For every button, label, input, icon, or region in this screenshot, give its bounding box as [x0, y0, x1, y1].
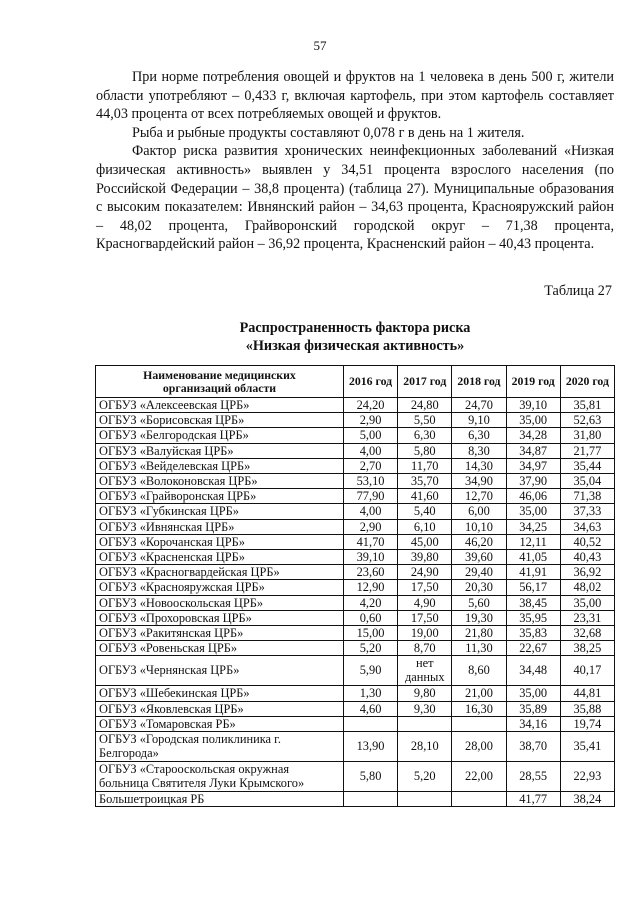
- table-row: [96, 610, 615, 625]
- paragraph: При норме потребления овощей и фруктов на 1 человека в день 500 г, жители области употребляют – 0,433 г, включая картофель, при этом картофель составляет 44,03 процента от всех потребляемых овощей и фруктов.: [96, 69, 614, 123]
- value-cell: 21,00: [452, 686, 506, 701]
- value-cell: 12,70: [452, 489, 506, 504]
- organization-name-cell: ОГБУЗ «Валуйская ЦРБ»: [96, 443, 344, 458]
- value-cell: [452, 792, 506, 807]
- value-cell: 41,70: [343, 534, 397, 549]
- organization-name-cell: ОГБУЗ «Алексеевская ЦРБ»: [96, 398, 344, 413]
- value-cell: 46,06: [506, 489, 560, 504]
- value-cell: 35,00: [506, 686, 560, 701]
- value-cell: 34,28: [506, 428, 560, 443]
- value-cell: 39,60: [452, 550, 506, 565]
- value-cell: 37,33: [560, 504, 614, 519]
- organization-name-cell: ОГБУЗ «Томаровская РБ»: [96, 716, 344, 731]
- value-cell: 34,25: [506, 519, 560, 534]
- table-row: [96, 716, 615, 731]
- column-header-year: 2020 год: [560, 366, 614, 398]
- value-cell: 28,55: [506, 762, 560, 792]
- value-cell: 38,70: [506, 732, 560, 762]
- value-cell: 6,00: [452, 504, 506, 519]
- value-cell: 35,00: [506, 413, 560, 428]
- value-cell: 5,40: [398, 504, 452, 519]
- value-cell: 36,92: [560, 565, 614, 580]
- value-cell: 14,30: [452, 458, 506, 473]
- value-cell: [398, 792, 452, 807]
- value-cell: 20,30: [452, 580, 506, 595]
- risk-factor-table: [95, 365, 615, 807]
- value-cell: 19,30: [452, 610, 506, 625]
- organization-name-cell: ОГБУЗ «Ивнянская ЦРБ»: [96, 519, 344, 534]
- value-cell: 35,81: [560, 398, 614, 413]
- value-cell: 6,30: [452, 428, 506, 443]
- value-cell: 35,70: [398, 474, 452, 489]
- value-cell: 22,67: [506, 641, 560, 656]
- value-cell: 35,00: [560, 595, 614, 610]
- organization-name-cell: ОГБУЗ «Волоконовская ЦРБ»: [96, 474, 344, 489]
- value-cell: 6,10: [398, 519, 452, 534]
- paragraph: Рыба и рыбные продукты составляют 0,078 г в день на 1 жителя.: [132, 124, 525, 141]
- value-cell: 5,50: [398, 413, 452, 428]
- value-cell: 38,25: [560, 641, 614, 656]
- organization-name-cell: ОГБУЗ «Яковлевская ЦРБ»: [96, 701, 344, 716]
- value-cell: 41,91: [506, 565, 560, 580]
- table-row: [96, 580, 615, 595]
- table-row: [96, 762, 615, 792]
- value-cell: 32,68: [560, 626, 614, 641]
- organization-name-cell: ОГБУЗ «Старооскольская окружная больница Святителя Луки Крымского»: [96, 762, 344, 792]
- value-cell: 17,50: [398, 610, 452, 625]
- value-cell: 35,89: [506, 701, 560, 716]
- body-text: [96, 68, 614, 254]
- value-cell: 41,77: [506, 792, 560, 807]
- table-row: [96, 458, 615, 473]
- value-cell: 35,83: [506, 626, 560, 641]
- column-header-year: 2019 год: [506, 366, 560, 398]
- column-header-name: [96, 366, 344, 398]
- value-cell: 4,00: [343, 443, 397, 458]
- value-cell: 34,16: [506, 716, 560, 731]
- value-cell: [398, 716, 452, 731]
- value-cell: 39,80: [398, 550, 452, 565]
- value-cell: 41,05: [506, 550, 560, 565]
- value-cell: 5,20: [343, 641, 397, 656]
- value-cell: [343, 716, 397, 731]
- value-cell: 29,40: [452, 565, 506, 580]
- value-cell: [452, 716, 506, 731]
- organization-name-cell: ОГБУЗ «Корочанская ЦРБ»: [96, 534, 344, 549]
- value-cell: 9,10: [452, 413, 506, 428]
- value-cell: 5,80: [398, 443, 452, 458]
- value-cell: 1,30: [343, 686, 397, 701]
- column-header-year: 2017 год: [398, 366, 452, 398]
- organization-name-cell: ОГБУЗ «Красногвардейская ЦРБ»: [96, 565, 344, 580]
- value-cell: 39,10: [343, 550, 397, 565]
- table-row: [96, 656, 615, 686]
- value-cell: 22,00: [452, 762, 506, 792]
- header-line: Наименование медицинских: [143, 367, 296, 382]
- value-cell: 34,87: [506, 443, 560, 458]
- organization-name-cell: Большетроицкая РБ: [96, 792, 344, 807]
- value-cell: 11,70: [398, 458, 452, 473]
- value-cell: 41,60: [398, 489, 452, 504]
- value-cell: 8,60: [452, 656, 506, 686]
- organization-name-cell: ОГБУЗ «Вейделевская ЦРБ»: [96, 458, 344, 473]
- value-cell: 23,31: [560, 610, 614, 625]
- column-header-year: 2016 год: [343, 366, 397, 398]
- value-cell: 52,63: [560, 413, 614, 428]
- organization-name-cell: ОГБУЗ «Краснояружская ЦРБ»: [96, 580, 344, 595]
- table-label: Таблица 27: [544, 283, 612, 299]
- value-cell: 16,30: [452, 701, 506, 716]
- organization-name-cell: ОГБУЗ «Прохоровская ЦРБ»: [96, 610, 344, 625]
- value-cell: 28,10: [398, 732, 452, 762]
- value-cell: 19,00: [398, 626, 452, 641]
- value-cell: 2,70: [343, 458, 397, 473]
- table-row: [96, 701, 615, 716]
- value-cell: 24,90: [398, 565, 452, 580]
- value-cell: 37,90: [506, 474, 560, 489]
- organization-name-cell: ОГБУЗ «Чернянская ЦРБ»: [96, 656, 344, 686]
- value-cell: 53,10: [343, 474, 397, 489]
- value-cell: 0,60: [343, 610, 397, 625]
- value-cell: 39,10: [506, 398, 560, 413]
- value-cell: 35,95: [506, 610, 560, 625]
- value-cell: 5,60: [452, 595, 506, 610]
- value-cell: 17,50: [398, 580, 452, 595]
- header-line: организаций области: [162, 380, 277, 395]
- table-row: [96, 443, 615, 458]
- value-cell: 10,10: [452, 519, 506, 534]
- organization-name-cell: ОГБУЗ «Борисовская ЦРБ»: [96, 413, 344, 428]
- table-row: [96, 398, 615, 413]
- table-row: [96, 565, 615, 580]
- value-cell: 56,17: [506, 580, 560, 595]
- value-cell: 24,80: [398, 398, 452, 413]
- organization-name-cell: ОГБУЗ «Красненская ЦРБ»: [96, 550, 344, 565]
- table-row: [96, 792, 615, 807]
- value-cell: 40,17: [560, 656, 614, 686]
- value-cell: 35,88: [560, 701, 614, 716]
- value-cell: 40,52: [560, 534, 614, 549]
- value-cell: 19,74: [560, 716, 614, 731]
- value-cell: 34,97: [506, 458, 560, 473]
- value-cell: 12,11: [506, 534, 560, 549]
- value-cell: 38,45: [506, 595, 560, 610]
- value-cell: 34,48: [506, 656, 560, 686]
- value-cell: 8,70: [398, 641, 452, 656]
- value-cell: 35,44: [560, 458, 614, 473]
- table-header-row: [96, 366, 615, 398]
- value-cell: 9,30: [398, 701, 452, 716]
- table-row: [96, 504, 615, 519]
- value-cell: 77,90: [343, 489, 397, 504]
- column-header-year: 2018 год: [452, 366, 506, 398]
- table-row: [96, 626, 615, 641]
- table-row: [96, 686, 615, 701]
- table-row: [96, 641, 615, 656]
- value-cell: 28,00: [452, 732, 506, 762]
- value-cell: 24,70: [452, 398, 506, 413]
- value-cell: 9,80: [398, 686, 452, 701]
- page-number: 57: [313, 38, 327, 53]
- value-cell: 13,90: [343, 732, 397, 762]
- value-cell: 4,20: [343, 595, 397, 610]
- table-title-line: Распространенность фактора риска: [239, 320, 471, 336]
- value-cell: 34,90: [452, 474, 506, 489]
- table-row: [96, 474, 615, 489]
- organization-name-cell: ОГБУЗ «Городская поликлиника г. Белгорода»: [96, 732, 344, 762]
- value-cell: 44,81: [560, 686, 614, 701]
- value-cell: 40,43: [560, 550, 614, 565]
- value-cell: 34,63: [560, 519, 614, 534]
- value-cell: 48,02: [560, 580, 614, 595]
- value-cell: 4,60: [343, 701, 397, 716]
- organization-name-cell: ОГБУЗ «Новооскольская ЦРБ»: [96, 595, 344, 610]
- organization-name-cell: ОГБУЗ «Белгородская ЦРБ»: [96, 428, 344, 443]
- value-cell: 5,80: [343, 762, 397, 792]
- table-row: [96, 413, 615, 428]
- table-body: [96, 398, 615, 807]
- value-cell: 5,00: [343, 428, 397, 443]
- value-cell: 31,80: [560, 428, 614, 443]
- organization-name-cell: ОГБУЗ «Ровеньская ЦРБ»: [96, 641, 344, 656]
- table-row: [96, 595, 615, 610]
- value-cell: 2,90: [343, 519, 397, 534]
- table-row: [96, 519, 615, 534]
- value-cell: 71,38: [560, 489, 614, 504]
- organization-name-cell: ОГБУЗ «Губкинская ЦРБ»: [96, 504, 344, 519]
- value-cell: 35,04: [560, 474, 614, 489]
- organization-name-cell: ОГБУЗ «Ракитянская ЦРБ»: [96, 626, 344, 641]
- value-cell: 8,30: [452, 443, 506, 458]
- value-cell: 38,24: [560, 792, 614, 807]
- value-cell: 35,41: [560, 732, 614, 762]
- value-cell: 5,20: [398, 762, 452, 792]
- table-row: [96, 550, 615, 565]
- value-cell: 46,20: [452, 534, 506, 549]
- value-cell: 4,00: [343, 504, 397, 519]
- table-title-line: «Низкая физическая активность»: [245, 338, 465, 354]
- value-cell: 35,00: [506, 504, 560, 519]
- value-cell: 12,90: [343, 580, 397, 595]
- value-cell: 2,90: [343, 413, 397, 428]
- organization-name-cell: ОГБУЗ «Грайворонская ЦРБ»: [96, 489, 344, 504]
- organization-name-cell: ОГБУЗ «Шебекинская ЦРБ»: [96, 686, 344, 701]
- value-cell: [343, 792, 397, 807]
- value-cell: 21,80: [452, 626, 506, 641]
- table-row: [96, 428, 615, 443]
- value-cell: 4,90: [398, 595, 452, 610]
- value-cell: 21,77: [560, 443, 614, 458]
- table-row: [96, 489, 615, 504]
- value-cell: 23,60: [343, 565, 397, 580]
- value-cell: 45,00: [398, 534, 452, 549]
- value-cell: 11,30: [452, 641, 506, 656]
- value-cell: 22,93: [560, 762, 614, 792]
- paragraph: Фактор риска развития хронических неинфекционных заболеваний «Низкая физическая активность» выявлен у 34,51 процента взрослого населения (по Российской Федерации – 38,8 процента) (таблица 27). Муниципальные образования с высоким показателем: Ивнянский район – 34,63 процента, Краснояружский район – 48,02 процента, Грайворонский городской округ – 71,38 процента, Красногвардейский район – 36,92 процента, Красненский район – 40,43 процента.: [96, 143, 614, 253]
- value-cell: 5,90: [343, 656, 397, 686]
- table-title: [96, 319, 614, 355]
- table-row: [96, 534, 615, 549]
- table-row: [96, 732, 615, 762]
- value-cell: 24,20: [343, 398, 397, 413]
- value-cell: 6,30: [398, 428, 452, 443]
- value-cell: нет данных: [398, 656, 452, 686]
- value-cell: 15,00: [343, 626, 397, 641]
